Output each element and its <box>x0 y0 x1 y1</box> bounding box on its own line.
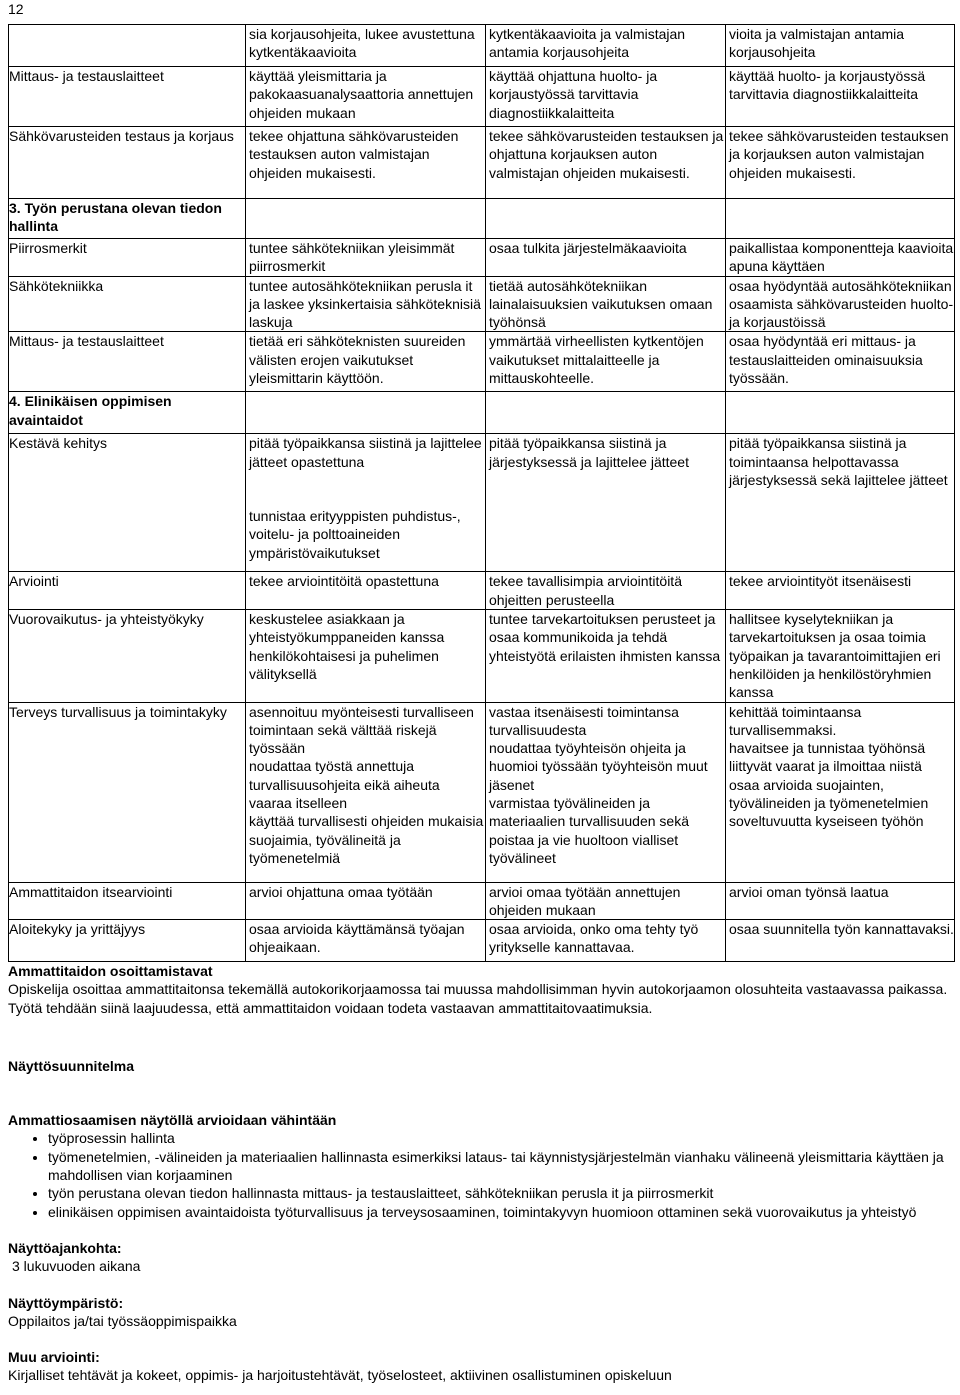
table-cell-col1 <box>246 332 486 392</box>
table-row <box>9 882 955 920</box>
cell-text: osaa arvioida käyttämänsä työajan ohjeaikaan. <box>249 921 465 956</box>
cell-text: 4. Elinikäisen oppimisen avaintaidot <box>9 393 172 428</box>
cell-text: Terveys turvallisuus ja toimintakyky <box>9 703 227 720</box>
table-cell-col0 <box>9 610 246 702</box>
cell-text: vioita ja valmistajan antamia korjausohjeita <box>729 26 905 61</box>
cell-text: kehittää toimintaansa turvallisemmaksi. <box>729 703 862 738</box>
cell-text: käyttää huolto- ja korjaustyössä tarvittavia diagnostiikkalaitteita <box>729 68 926 103</box>
cell-text: noudattaa työyhteisön ohjeita ja huomioi työssään työyhteisön muut jäsenet <box>489 740 708 793</box>
cell-text: keskustelee asiakkaan ja yhteistyökumppaneiden kanssa henkilökohtaisesi ja puhelimen välityksellä <box>249 611 445 682</box>
table-cell-col1 <box>246 67 486 127</box>
muu-title: Muu arviointi: <box>8 1349 100 1366</box>
table-cell-col3 <box>726 702 955 882</box>
cell-text: Sähkövarusteiden testaus ja korjaus <box>9 128 234 144</box>
table-cell-col3 <box>726 392 955 434</box>
ajankohta-title: Näyttöajankohta: <box>8 1239 122 1256</box>
cell-text: tekee arviointitöitä opastettuna <box>249 573 439 590</box>
table-cell-col0 <box>9 239 246 277</box>
table-cell-col0 <box>9 25 246 67</box>
table-cell-col2 <box>486 276 726 332</box>
table-cell-col0 <box>9 920 246 962</box>
cell-text: pitää työpaikkansa siistinä ja lajittelee jätteet opastettuna <box>249 435 482 470</box>
criteria-table-body <box>9 25 955 962</box>
table-row <box>9 127 955 199</box>
cell-text: tekee arviointityöt itsenäisesti <box>729 573 912 590</box>
table-cell-col0 <box>9 572 246 610</box>
cell-text: asennoituu myönteisesti turvalliseen toimintaan sekä välttää riskejä työssään <box>249 703 474 757</box>
table-cell-col2 <box>486 920 726 962</box>
table-cell-col1 <box>246 882 486 920</box>
table-cell-col2 <box>486 610 726 702</box>
cell-text: Ammattitaidon itsearviointi <box>9 883 173 900</box>
cell-text: osaa hyödyntää eri mittaus- ja testauslaitteiden ominaisuuksia työssään. <box>729 333 923 387</box>
table-cell-col0 <box>9 276 246 332</box>
cell-text: tietää eri sähköteknisten suureiden välisten erojen vaikutukset yleismittarin käyttöön. <box>249 333 466 387</box>
cell-text: tunnistaa erityyppisten puhdistus-, voitelu- ja polttoaineiden ympäristövaikutukset <box>249 508 461 561</box>
cell-text: Sähkötekniikka <box>9 277 104 294</box>
table-row <box>9 239 955 277</box>
cell-text: arvioi omaa työtään annettujen ohjeiden mukaan <box>489 883 681 918</box>
table-cell-col1 <box>246 25 486 67</box>
table-cell-col0 <box>9 67 246 127</box>
table-cell-col1 <box>246 392 486 434</box>
table-cell-col1 <box>246 127 486 199</box>
table-cell-col2 <box>486 392 726 434</box>
arvioidaan-title: Ammattiosaamisen näytöllä arvioidaan vähintään <box>8 1112 337 1129</box>
table-cell-col0 <box>9 199 246 239</box>
table-row <box>9 67 955 127</box>
table-cell-col3 <box>726 239 955 277</box>
table-cell-col1 <box>246 239 486 277</box>
cell-text: käyttää ohjattuna huolto- ja korjaustyössä tarvittavia diagnostiikkalaitteita <box>489 68 658 121</box>
table-cell-col2 <box>486 67 726 127</box>
table-row <box>9 199 955 239</box>
cell-text: noudattaa työstä annettuja turvallisuusohjeita eikä aiheuta vaaraa itselleen <box>249 758 440 812</box>
table-cell-col1 <box>246 434 486 572</box>
cell-text: varmistaa työvälineiden ja materiaalien turvallisuuden sekä poistaa ja vie huoltoon vialliset työvälineet <box>489 795 689 866</box>
table-cell-col2 <box>486 882 726 920</box>
suunnitelma-title: Näyttösuunnitelma <box>8 1057 135 1074</box>
table-cell-col2 <box>486 25 726 67</box>
cell-text: osaa arvioida suojainten, työvälineiden ja työmenetelmien soveltuvuutta kyseiseen työhön <box>729 776 929 830</box>
table-cell-col1 <box>246 276 486 332</box>
osoittamistavat-text: Opiskelija osoittaa ammattitaitonsa tekemällä autokorikorjaamossa tai muussa mahdollisimman hyvin autokorjaamon olosuhteita vastaavassa paikassa. Työtä tehdään siinä laajuudessa, että ammattitaidon voidaan todeta vastaavan ammattitaitovaatimuksia. <box>8 981 948 1016</box>
table-cell-col0 <box>9 127 246 199</box>
table-cell-col0 <box>9 702 246 882</box>
cell-text: Kestävä kehitys <box>9 435 108 452</box>
cell-text: Vuorovaikutus- ja yhteistyökyky <box>9 611 204 628</box>
table-cell-col2 <box>486 702 726 882</box>
table-cell-col0 <box>9 392 246 434</box>
cell-text: tuntee tarvekartoituksen perusteet ja osaa kommunikoida ja tehdä yhteistyötä erilaisten ihmisten kanssa <box>489 611 721 664</box>
cell-text: 3. Työn perustana olevan tiedon hallinta <box>9 200 222 235</box>
cell-text: Aloitekyky ja yrittäjyys <box>9 921 146 938</box>
table-cell-col0 <box>9 434 246 572</box>
ajankohta-text: 3 lukuvuoden aikana <box>12 1258 141 1275</box>
cell-text: osaa tulkita järjestelmäkaavioita <box>489 240 687 256</box>
table-row <box>9 610 955 702</box>
cell-text: osaa hyödyntää autosähkötekniikan osaamista sähkövarusteiden huolto- ja korjaustöissä <box>729 277 954 331</box>
arvioidaan-list <box>8 1129 954 1220</box>
table-row <box>9 392 955 434</box>
cell-text: havaitsee ja tunnistaa työhönsä liittyvät vaarat ja ilmoittaa niistä <box>729 740 926 775</box>
cell-text: paikallistaa komponentteja kaavioita apuna käyttäen <box>729 240 954 275</box>
table-cell-col3 <box>726 882 955 920</box>
ymparisto-title: Näyttöympäristö: <box>8 1294 124 1311</box>
cell-text: kytkentäkaavioita ja valmistajan antamia korjausohjeita <box>489 26 686 61</box>
table-cell-col3 <box>726 127 955 199</box>
table-cell-col3 <box>726 25 955 67</box>
cell-text: arvioi ohjattuna omaa työtään <box>249 883 433 900</box>
table-row <box>9 434 955 572</box>
table-cell-col2 <box>486 127 726 199</box>
cell-text: arvioi oman työnsä laatua <box>729 883 889 900</box>
table-cell-col3 <box>726 920 955 962</box>
cell-text: osaa suunnitella työn kannattavaksi. <box>729 921 954 938</box>
bottom-section <box>8 962 954 1385</box>
list-item: • työmenetelmien, -välineiden ja materiaalien hallinnasta esimerkiksi lataus- tai käynnistysjärjestelmän vianhaku välineenä yleismittaria käyttäen ja mahdollisen vian korjaaminen <box>48 1148 954 1185</box>
cell-text: Mittaus- ja testauslaitteet <box>9 68 164 84</box>
table-row <box>9 702 955 882</box>
table-cell-col0 <box>9 332 246 392</box>
table-row <box>9 920 955 962</box>
osoittamistavat-title: Ammattitaidon osoittamistavat <box>8 963 213 979</box>
cell-text: Mittaus- ja testauslaitteet <box>9 333 164 350</box>
ymparisto-text: Oppilaitos ja/tai työssäoppimispaikka <box>8 1312 237 1329</box>
table-cell-col3 <box>726 332 955 392</box>
table-cell-col2 <box>486 434 726 572</box>
cell-text: tuntee sähkötekniikan yleisimmät piirrosmerkit <box>249 240 455 275</box>
table-cell-col1 <box>246 199 486 239</box>
muu-text: Kirjalliset tehtävät ja kokeet, oppimis- ja harjoitustehtävät, työselosteet, aktiivinen osallistuminen opiskeluun <box>8 1367 672 1384</box>
table-cell-col1 <box>246 920 486 962</box>
cell-text: hallitsee kyselytekniikan ja tarvekartoituksen ja osaa toimia työpaikan ja tavarantoimittajien eri henkilöiden ja henkilöstöryhmien kanssa <box>729 611 941 701</box>
table-cell-col3 <box>726 67 955 127</box>
table-cell-col1 <box>246 572 486 610</box>
list-item: • työprosessin hallinta <box>48 1129 954 1147</box>
table-cell-col3 <box>726 572 955 610</box>
cell-text: ymmärtää virheellisten kytkentöjen vaikutukset mittalaitteelle ja mittauskohteelle. <box>489 333 704 387</box>
cell-text: tekee sähkövarusteiden testauksen ja ohjattuna korjauksen auton valmistajan ohjeiden mukaisesti. <box>489 128 724 181</box>
cell-text: tekee tavallisimpia arviointitöitä ohjeitten perusteella <box>489 573 682 608</box>
cell-text: tietää autosähkötekniikan lainalaisuuksien vaikutuksen omaan työhönsä <box>489 277 713 331</box>
table-cell-col3 <box>726 276 955 332</box>
cell-text: tuntee autosähkötekniikan perusla it ja laskee yksinkertaisia sähköteknisiä laskuja <box>249 277 481 331</box>
list-item: • elinikäisen oppimisen avaintaidoista työturvallisuus ja terveysosaaminen, toimintakyvyn huomioon ottaminen sekä vuorovaikutus ja yhteistyö <box>48 1203 954 1221</box>
cell-text: tekee ohjattuna sähkövarusteiden testauksen auton valmistajan ohjeiden mukaisesti. <box>249 128 459 181</box>
cell-text: Arviointi <box>9 573 59 590</box>
table-cell-col3 <box>726 610 955 702</box>
table-cell-col2 <box>486 239 726 277</box>
cell-text: tekee sähkövarusteiden testauksen ja korjauksen auton valmistajan ohjeiden mukaisesti. <box>729 128 949 181</box>
table-cell-col2 <box>486 572 726 610</box>
table-cell-col1 <box>246 610 486 702</box>
table-cell-col3 <box>726 434 955 572</box>
table-row <box>9 276 955 332</box>
list-item: • työn perustana olevan tiedon hallinnasta mittaus- ja testauslaitteet, sähkötekniikan perusla it ja piirrosmerkit <box>48 1184 954 1202</box>
cell-text: pitää työpaikkansa siistinä ja järjestyksessä ja lajittelee jätteet <box>489 435 689 470</box>
table-cell-col3 <box>726 199 955 239</box>
table-cell-col1 <box>246 702 486 882</box>
table-cell-col2 <box>486 199 726 239</box>
table-cell-col0 <box>9 882 246 920</box>
page-number: 12 <box>8 1 24 17</box>
table-row <box>9 572 955 610</box>
cell-text: sia korjausohjeita, lukee avustettuna kytkentäkaavioita <box>249 26 475 61</box>
cell-text: Piirrosmerkit <box>9 240 87 256</box>
cell-text: käyttää turvallisesti ohjeiden mukaisia suojaimia, työvälineitä ja työmenetelmiä <box>249 813 484 866</box>
table-row <box>9 25 955 67</box>
cell-text: vastaa itsenäisesti toimintansa turvallisuudesta <box>489 703 679 738</box>
cell-text: osaa arvioida, onko oma tehty työ yritykselle kannattavaa. <box>489 921 699 956</box>
table-row <box>9 332 955 392</box>
criteria-table <box>8 24 955 962</box>
table-cell-col2 <box>486 332 726 392</box>
cell-text: pitää työpaikkansa siistinä ja toimintaansa helpottavassa järjestyksessä sekä lajittelee jätteet <box>729 435 948 489</box>
cell-text: käyttää yleismittaria ja pakokaasuanalysaattoria annettujen ohjeiden mukaan <box>249 68 474 121</box>
